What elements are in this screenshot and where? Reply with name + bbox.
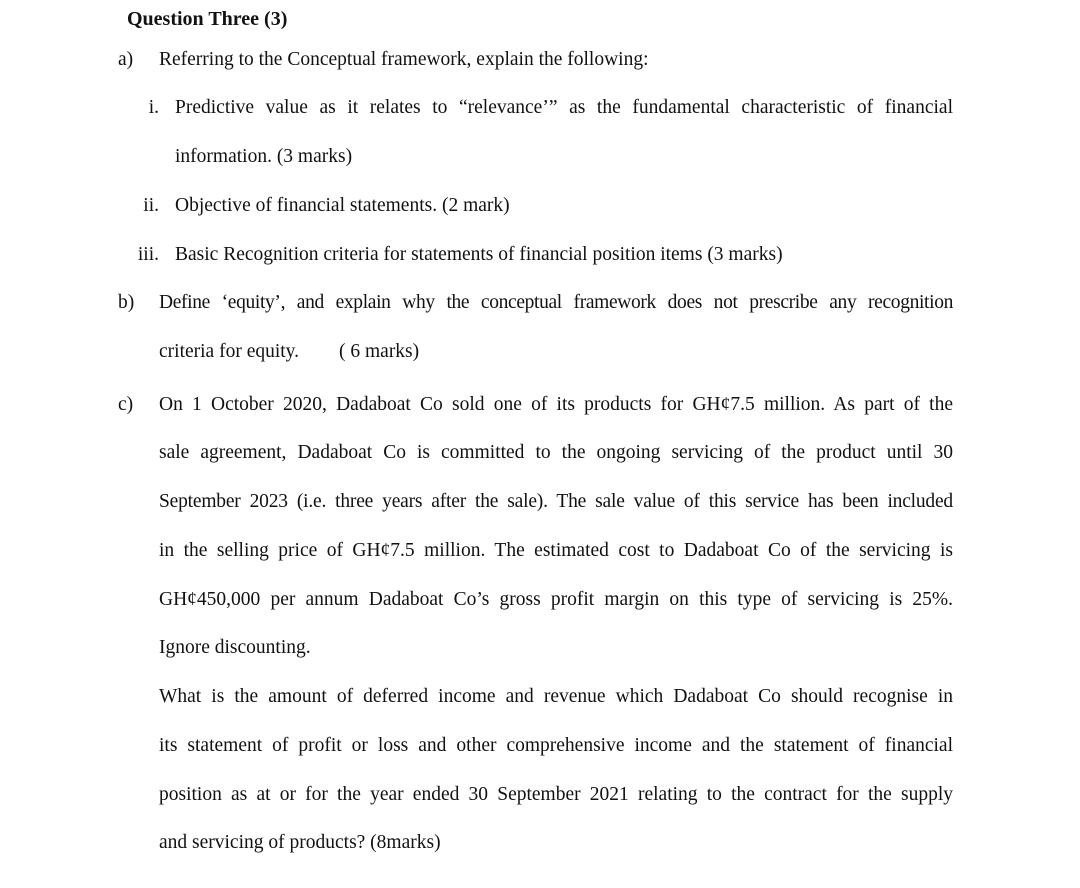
item-iii-numeral: iii. — [137, 244, 159, 265]
part-b-line2-text: criteria for equity. — [159, 341, 300, 362]
part-c-line: in the selling price of GH¢7.5 million. The estimated cost to Dadaboat Co of the servicing is — [159, 540, 953, 561]
part-c-question-line: its statement of profit or loss and other comprehensive income and the statement of financial — [159, 735, 953, 756]
part-c-line: GH¢450,000 per annum Dadaboat Co’s gross profit margin on this type of servicing is 25%. — [159, 589, 953, 610]
part-a-intro: Referring to the Conceptual framework, explain the following: — [159, 49, 649, 70]
item-i-line1: Predictive value as it relates to “relevance’” as the fundamental characteristic of financial — [175, 97, 953, 118]
item-ii-line1: Objective of financial statements. (2 mark) — [175, 195, 510, 216]
part-a-label: a) — [118, 49, 134, 70]
part-c-line: sale agreement, Dadaboat Co is committed to the ongoing servicing of the product until 30 — [159, 442, 953, 463]
part-c-question-line: and servicing of products? (8marks) — [159, 832, 441, 853]
part-b-label: b) — [118, 292, 135, 313]
part-c-question-line: What is the amount of deferred income and revenue which Dadaboat Co should recognise in — [159, 686, 953, 707]
part-b-marks: ( 6 marks) — [339, 341, 420, 362]
question-title: Question Three (3) — [127, 8, 288, 30]
item-iii-line1: Basic Recognition criteria for statements of financial position items (3 marks) — [175, 244, 783, 265]
part-b-line1: Define ‘equity’, and explain why the conceptual framework does not prescribe any recognition — [159, 292, 953, 313]
part-c-line: On 1 October 2020, Dadaboat Co sold one of its products for GH¢7.5 million. As part of the — [159, 394, 953, 415]
part-c-question-line: position as at or for the year ended 30 September 2021 relating to the contract for the supply — [159, 784, 953, 805]
item-i-line2: information. (3 marks) — [175, 146, 353, 167]
part-c-label: c) — [118, 394, 134, 415]
item-ii-numeral: ii. — [143, 195, 159, 216]
item-i-numeral: i. — [148, 97, 159, 118]
part-c-line: Ignore discounting. — [159, 637, 311, 658]
part-c-line: September 2023 (i.e. three years after the sale). The sale value of this service has been included — [159, 491, 953, 512]
